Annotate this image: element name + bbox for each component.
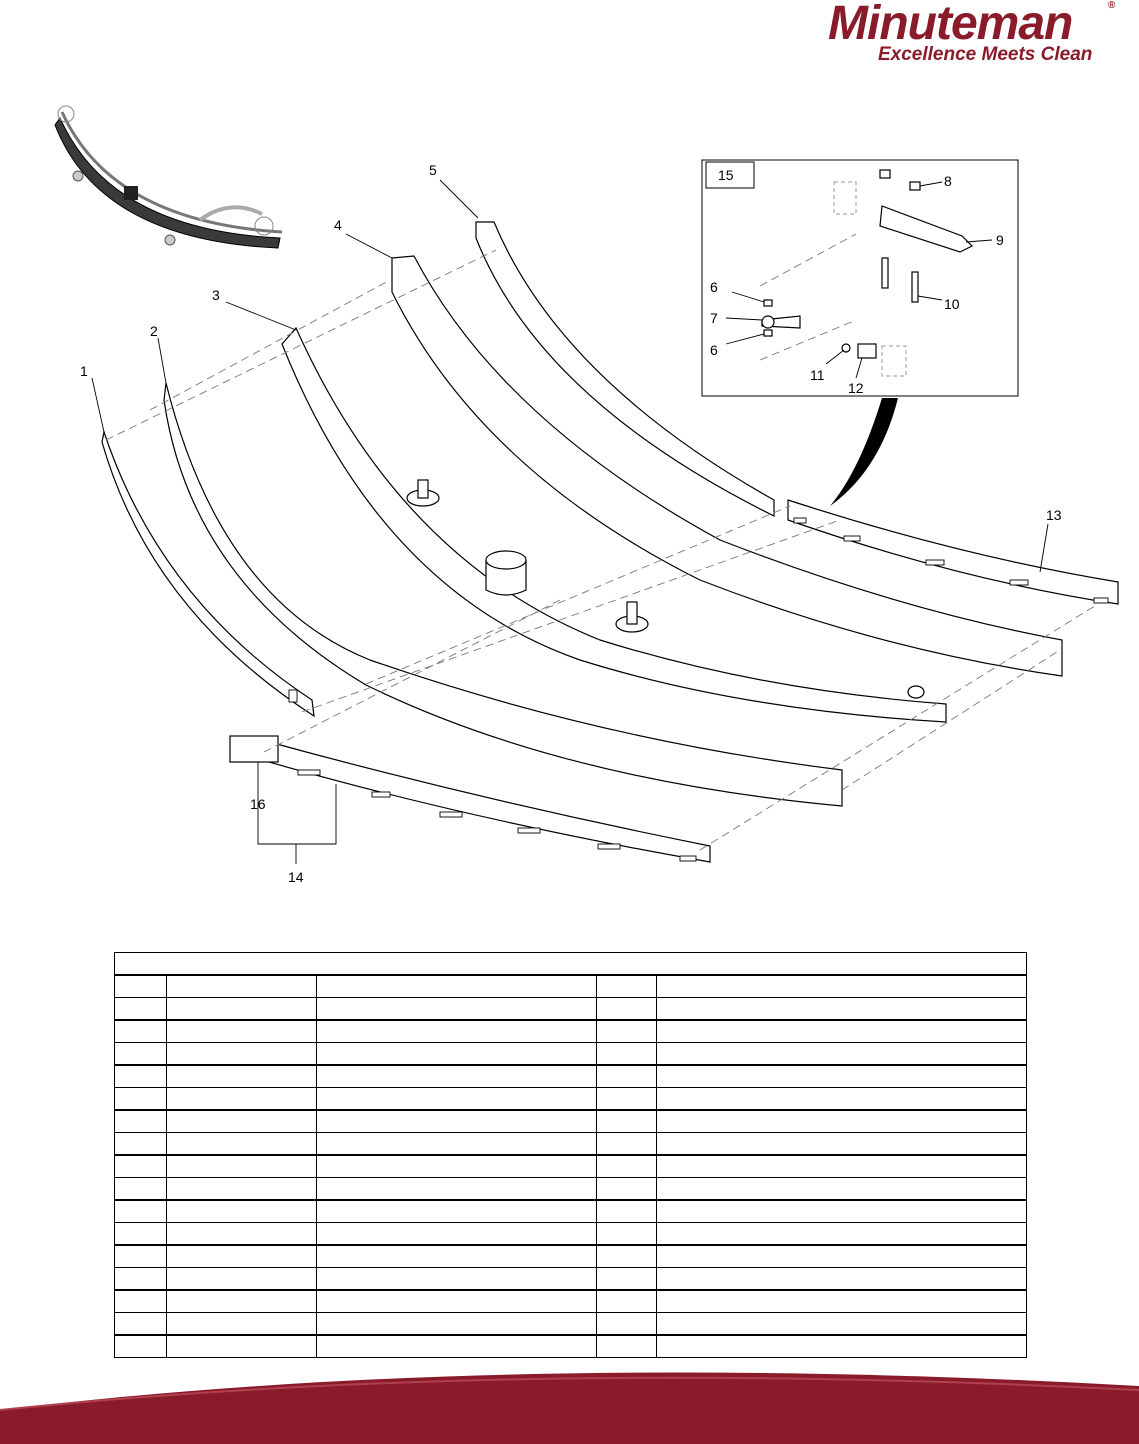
table-cell <box>115 1065 167 1088</box>
table-cell <box>597 1110 657 1133</box>
table-cell <box>317 1065 597 1088</box>
table-cell <box>597 1268 657 1291</box>
table-cell <box>317 1290 597 1313</box>
table-cell <box>657 1088 1027 1111</box>
table-cell <box>115 1155 167 1178</box>
table-cell <box>657 1200 1027 1223</box>
table-row <box>115 1020 1027 1043</box>
callout-7: 7 <box>710 310 718 326</box>
inset-label: 15 <box>718 167 734 183</box>
callout-3: 3 <box>212 287 220 303</box>
table-row <box>115 1133 1027 1156</box>
callout-8: 8 <box>944 173 952 189</box>
detail-inset-box <box>702 160 1018 396</box>
table-cell <box>657 1020 1027 1043</box>
part-1-strip <box>102 432 314 716</box>
callout-13: 13 <box>1046 507 1062 523</box>
table-cell <box>115 1290 167 1313</box>
callout-1: 1 <box>80 363 88 379</box>
assembly-thumbnail <box>55 106 282 248</box>
table-row <box>115 1313 1027 1336</box>
table-row <box>115 1065 1027 1088</box>
table-cell <box>317 1223 597 1246</box>
table-cell <box>657 1155 1027 1178</box>
table-cell <box>657 998 1027 1021</box>
table-header <box>115 953 1027 976</box>
table-cell <box>657 1133 1027 1156</box>
table-cell <box>657 1313 1027 1336</box>
callout-10: 10 <box>944 296 960 312</box>
table-header-row <box>115 953 1027 976</box>
table-cell <box>167 1110 317 1133</box>
callout-6-upper: 6 <box>710 279 718 295</box>
table-cell <box>167 1065 317 1088</box>
table-cell <box>115 1313 167 1336</box>
table-cell <box>167 1133 317 1156</box>
callout-2: 2 <box>150 323 158 339</box>
table-cell <box>597 1133 657 1156</box>
table-cell <box>597 998 657 1021</box>
table-cell <box>115 1020 167 1043</box>
table-cell <box>597 1043 657 1066</box>
table-cell <box>167 1155 317 1178</box>
table-row <box>115 1223 1027 1246</box>
parts-list-table <box>114 952 1027 1358</box>
table-cell <box>167 1268 317 1291</box>
table-cell <box>317 1245 597 1268</box>
table-cell <box>657 1245 1027 1268</box>
table-cell <box>597 1088 657 1111</box>
table-cell <box>657 1223 1027 1246</box>
table-cell <box>317 1200 597 1223</box>
table-cell <box>167 998 317 1021</box>
callout-9: 9 <box>996 232 1004 248</box>
table-cell <box>317 1088 597 1111</box>
table-row <box>115 1290 1027 1313</box>
table-cell <box>657 975 1027 998</box>
table-cell <box>597 1245 657 1268</box>
table-cell <box>115 1110 167 1133</box>
table-cell <box>317 1313 597 1336</box>
callout-14: 14 <box>288 869 304 885</box>
brand-tagline: Excellence Meets Clean <box>878 44 1093 65</box>
table-cell <box>317 1043 597 1066</box>
callout-12: 12 <box>848 380 864 396</box>
table-cell <box>115 1043 167 1066</box>
table-cell <box>317 1155 597 1178</box>
table-row <box>115 1268 1027 1291</box>
table-cell <box>167 1223 317 1246</box>
registered-mark: ® <box>1108 0 1116 11</box>
table-cell <box>167 1245 317 1268</box>
table-cell <box>167 1020 317 1043</box>
table-cell <box>597 1223 657 1246</box>
table-cell <box>657 1065 1027 1088</box>
table-cell <box>597 1200 657 1223</box>
table-row <box>115 1110 1027 1133</box>
table-cell <box>317 975 597 998</box>
table-cell <box>597 1065 657 1088</box>
callout-6-lower: 6 <box>710 342 718 358</box>
table-cell <box>167 975 317 998</box>
callout-5: 5 <box>429 162 437 178</box>
table-row <box>115 1200 1027 1223</box>
table-cell <box>657 1043 1027 1066</box>
callout-4: 4 <box>334 217 342 233</box>
table-cell <box>317 1133 597 1156</box>
table-cell <box>167 1313 317 1336</box>
table-row <box>115 1178 1027 1201</box>
table-cell <box>317 1178 597 1201</box>
table-cell <box>115 1178 167 1201</box>
table-cell <box>317 998 597 1021</box>
table-cell <box>317 1110 597 1133</box>
table-row <box>115 998 1027 1021</box>
table-cell <box>115 1088 167 1111</box>
table-cell <box>597 1020 657 1043</box>
table-cell <box>167 1043 317 1066</box>
table-cell <box>597 1313 657 1336</box>
table-cell <box>657 1110 1027 1133</box>
table-cell <box>115 1245 167 1268</box>
table-cell <box>167 1088 317 1111</box>
table-cell <box>597 1290 657 1313</box>
callout-11: 11 <box>810 367 825 383</box>
table-cell <box>597 1178 657 1201</box>
table-cell <box>317 1268 597 1291</box>
table-cell <box>597 975 657 998</box>
table-cell <box>167 1200 317 1223</box>
table-row <box>115 1043 1027 1066</box>
table-row <box>115 1088 1027 1111</box>
table-cell <box>167 1290 317 1313</box>
table-cell <box>115 1200 167 1223</box>
brand-name: Minuteman <box>828 0 1073 50</box>
table-cell <box>657 1178 1027 1201</box>
table-cell <box>167 1178 317 1201</box>
table-row <box>115 975 1027 998</box>
table-cell <box>597 1155 657 1178</box>
table-cell <box>115 1268 167 1291</box>
table-row <box>115 1245 1027 1268</box>
table-cell <box>657 1268 1027 1291</box>
table-cell <box>317 1020 597 1043</box>
table-cell <box>115 1223 167 1246</box>
table-row <box>115 1155 1027 1178</box>
table-cell <box>115 1133 167 1156</box>
callout-16: 16 <box>250 796 266 812</box>
table-cell <box>115 975 167 998</box>
table-cell <box>115 998 167 1021</box>
footer-swoosh <box>0 1350 1139 1444</box>
table-cell <box>657 1290 1027 1313</box>
